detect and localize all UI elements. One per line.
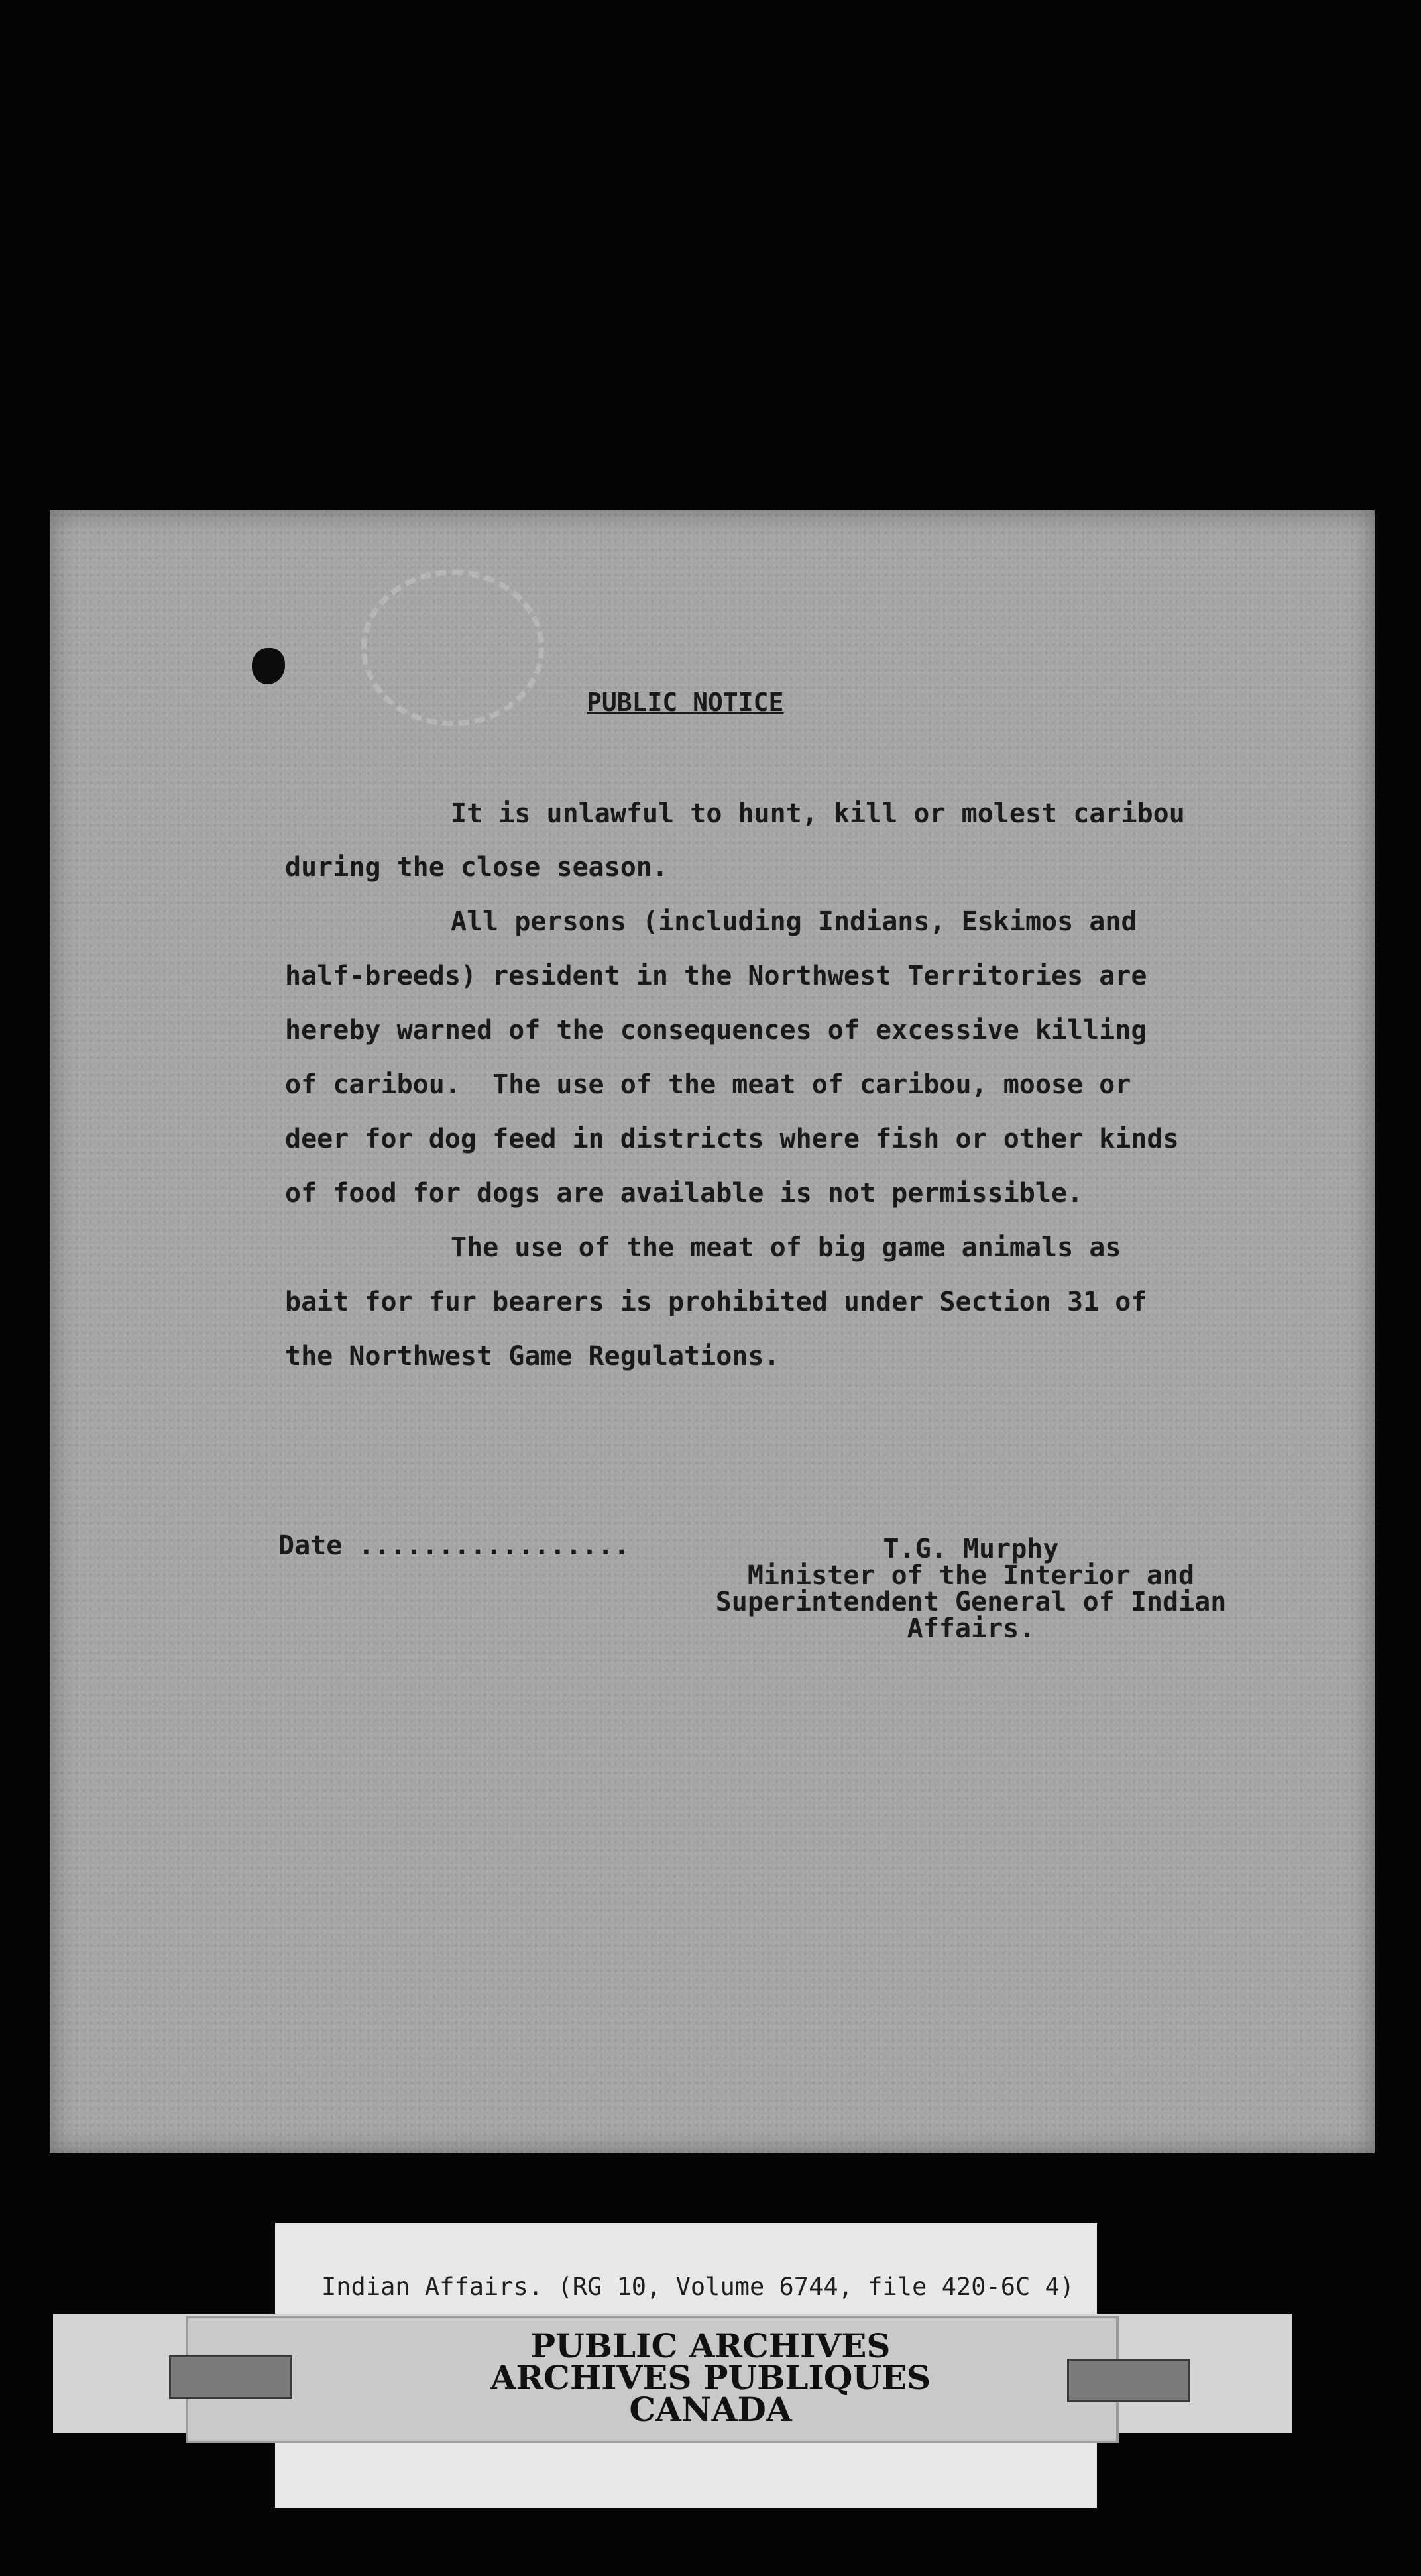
- archive-line-3: CANADA: [629, 2390, 792, 2429]
- paragraph-line: All persons (including Indians, Eskimos and: [451, 906, 1137, 937]
- paragraph-line: of food for dogs are available is not permissible.: [285, 1178, 1084, 1208]
- signature-title: Minister of the Interior and: [747, 1560, 1195, 1591]
- paragraph-line: of caribou. The use of the meat of caribou, moose or: [285, 1069, 1131, 1100]
- paragraph-line: during the close season.: [285, 852, 668, 883]
- paragraph-line: The use of the meat of big game animals as: [451, 1232, 1121, 1263]
- document-page: [50, 510, 1375, 2153]
- signature-name: T.G. Murphy: [883, 1534, 1059, 1564]
- paragraph-line: half-breeds) resident in the Northwest Territories are: [285, 961, 1147, 991]
- paragraph-line: It is unlawful to hunt, kill or molest caribou: [451, 798, 1185, 829]
- signature-title: Superintendent General of Indian: [715, 1587, 1227, 1617]
- date-line: Date .................: [278, 1530, 630, 1561]
- paragraph-line: the Northwest Game Regulations.: [285, 1341, 780, 1371]
- notice-heading: PUBLIC NOTICE: [587, 688, 784, 717]
- paragraph-line: bait for fur bearers is prohibited under Section 31 of: [285, 1287, 1147, 1317]
- signature-title: Affairs.: [907, 1613, 1035, 1644]
- paragraph-line: deer for dog feed in districts where fish or other kinds: [285, 1124, 1179, 1154]
- archive-line-1: PUBLIC ARCHIVES: [530, 2326, 891, 2365]
- archive-line-2: ARCHIVES PUBLIQUES: [490, 2358, 931, 2397]
- notice-body: [50, 510, 1375, 2153]
- archive-reference: Indian Affairs. (RG 10, Volume 6744, file 420-6C 4): [321, 2273, 1075, 2301]
- paragraph-line: hereby warned of the consequences of excessive killing: [285, 1015, 1147, 1046]
